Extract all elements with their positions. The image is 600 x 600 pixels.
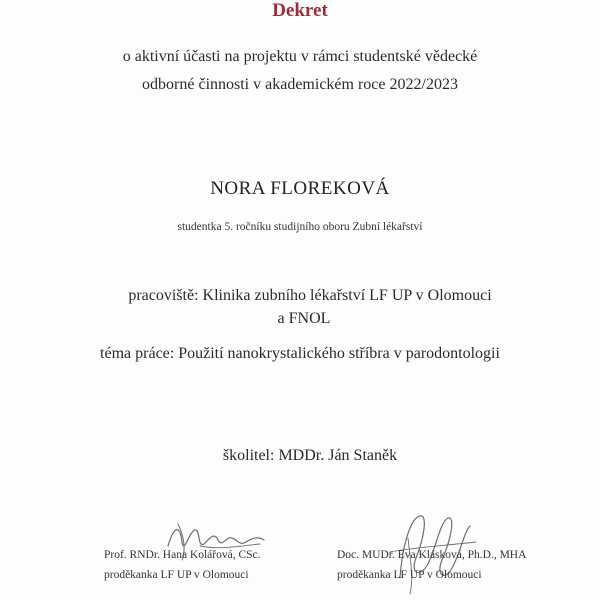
supervisor: školitel: MDDr. Ján Staněk [222, 447, 398, 464]
intro-line-1: o aktivní účasti na projektu v rámci studentské vědecké [122, 48, 478, 65]
signatory-left-name: Prof. RNDr. Hana Kolářová, CSc. [104, 549, 261, 561]
thesis-topic: téma práce: Použití nanokrystalického stříbra v parodontologii [100, 345, 500, 362]
signatory-right-role: proděkanka LF UP v Olomouci [337, 569, 482, 581]
intro-line-2: odborné činnosti v akademickém roce 2022/2023 [142, 76, 458, 93]
student-name: NORA FLOREKOVÁ [210, 178, 390, 199]
workplace-line-2: a FNOL [277, 310, 331, 327]
signatory-right-name: Doc. MUDr. Eva Klásková, Ph.D., MHA [337, 549, 527, 561]
signatory-left [104, 545, 261, 585]
signatory-left-role: proděkanka LF UP v Olomouci [104, 569, 249, 581]
student-description: studentka 5. ročníku studijního oboru Zubní lékařství [177, 221, 423, 233]
document-title: Dekret [272, 0, 328, 21]
workplace-line-1: pracoviště: Klinika zubního lékařství LF UP v Olomouci [128, 287, 492, 304]
signatory-right [337, 545, 526, 585]
